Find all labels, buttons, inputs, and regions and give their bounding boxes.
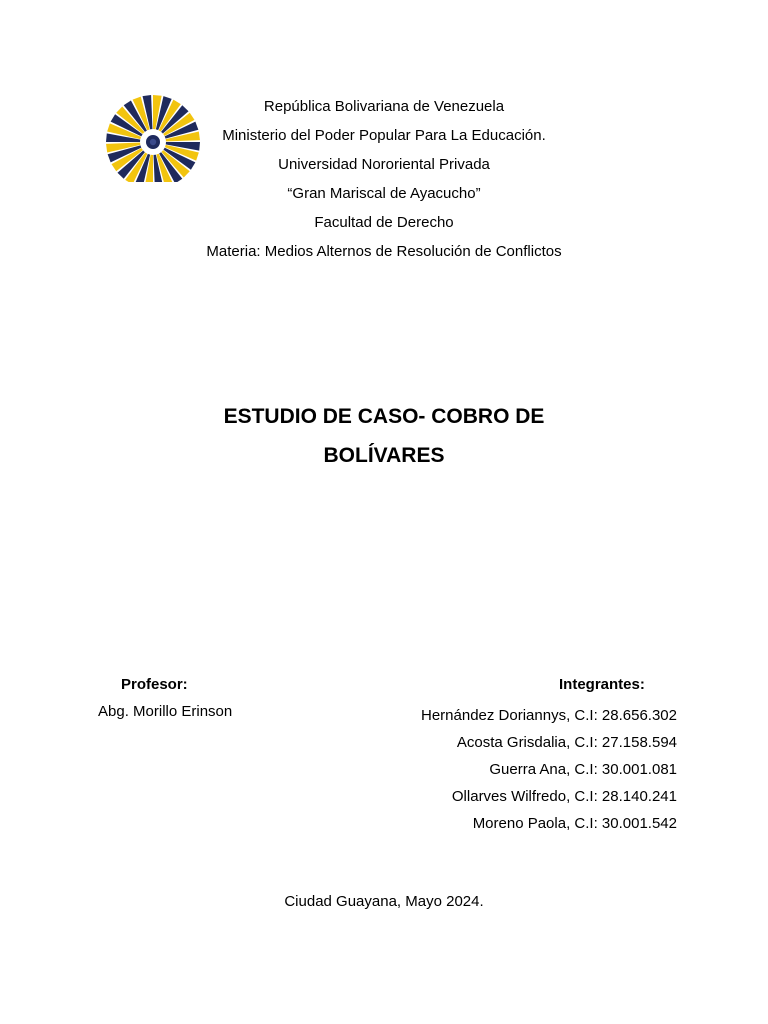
professor-label: Profesor: xyxy=(121,676,188,693)
member-item: Hernández Doriannys, C.I: 28.656.302 xyxy=(421,707,677,724)
members-label: Integrantes: xyxy=(559,676,645,693)
member-item: Ollarves Wilfredo, C.I: 28.140.241 xyxy=(451,788,677,805)
member-item: Acosta Grisdalia, C.I: 27.158.594 xyxy=(456,734,677,751)
header-faculty: Facultad de Derecho xyxy=(314,214,454,231)
title-line-1: ESTUDIO DE CASO- COBRO DE xyxy=(223,405,545,428)
document-title xyxy=(0,397,768,475)
header-ministry: Ministerio del Poder Popular Para La Educación. xyxy=(222,127,546,144)
place-date: Ciudad Guayana, Mayo 2024. xyxy=(284,893,484,910)
header-country: República Bolivariana de Venezuela xyxy=(263,98,505,115)
members-list xyxy=(421,702,677,837)
title-line-2: BOLÍVARES xyxy=(323,444,445,467)
professor-name: Abg. Morillo Erinson xyxy=(98,703,233,720)
header-subject: Materia: Medios Alternos de Resolución de Conflictos xyxy=(206,243,562,260)
member-item: Moreno Paola, C.I: 30.001.542 xyxy=(472,815,677,832)
header-university-name: “Gran Mariscal de Ayacucho” xyxy=(287,185,481,202)
institution-header xyxy=(0,92,768,266)
header-university: Universidad Nororiental Privada xyxy=(278,156,490,173)
member-item: Guerra Ana, C.I: 30.001.081 xyxy=(489,761,677,778)
